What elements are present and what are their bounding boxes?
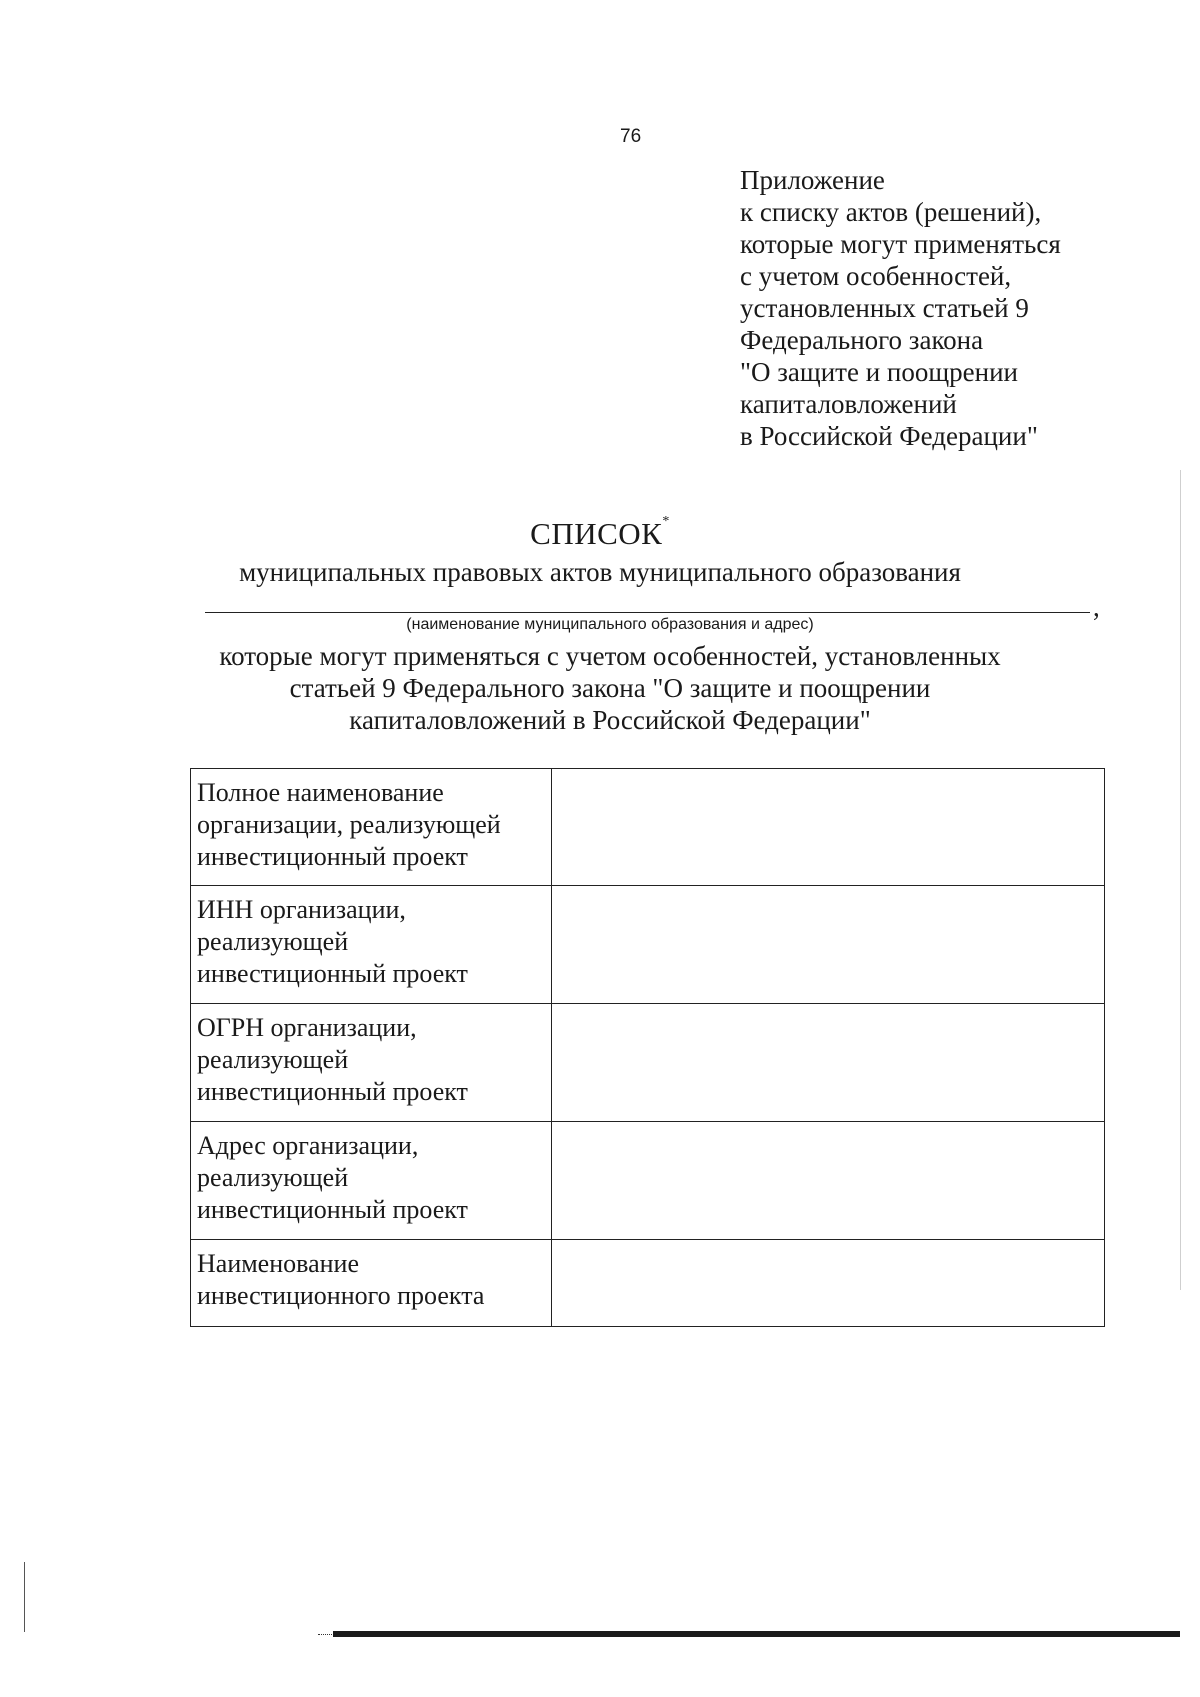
fill-line-caption: (наименование муниципального образования и адрес) [406, 616, 814, 633]
statement-line: капиталовложений в Российской Федерации" [349, 705, 871, 735]
list-title-text: СПИСОК [530, 516, 663, 551]
label-line: инвестиционный проект [197, 842, 468, 871]
row-label-address [191, 1122, 552, 1240]
footnote-mark: * [662, 514, 670, 529]
label-line: инвестиционного проекта [197, 1281, 485, 1310]
label-line: Адрес организации, [197, 1131, 419, 1160]
row-label-inn [191, 886, 552, 1004]
footer-rule [333, 1631, 1180, 1637]
label-line: Наименование [197, 1249, 359, 1278]
appendix-line: "О защите и поощрении [740, 357, 1018, 387]
label-line: инвестиционный проект [197, 959, 468, 988]
table-row [191, 769, 1105, 886]
statement-line: статьей 9 Федерального закона "О защите и поощрении [289, 673, 931, 703]
appendix-line: Федерального закона [740, 325, 984, 355]
table-row [191, 1240, 1105, 1327]
label-line: реализующей [197, 1045, 349, 1074]
label-line: инвестиционный проект [197, 1195, 468, 1224]
appendix-line: Приложение [740, 165, 885, 195]
organization-info-table [190, 768, 1105, 1327]
list-statement [0, 640, 1200, 736]
label-line: реализующей [197, 927, 349, 956]
list-title [0, 516, 1200, 552]
table-row [191, 1122, 1105, 1240]
label-line: Полное наименование [197, 778, 444, 807]
appendix-line: капиталовложений [740, 389, 957, 419]
appendix-line: к списку актов (решений), [740, 197, 1042, 227]
appendix-line: с учетом особенностей, [740, 261, 1012, 291]
table-row [191, 886, 1105, 1004]
fill-in-line[interactable] [205, 612, 1090, 613]
value-cell-project-name[interactable] [552, 1240, 1105, 1327]
label-line: организации, реализующей [197, 810, 501, 839]
list-subtitle: муниципальных правовых актов муниципального образования [239, 557, 961, 587]
label-line: реализующей [197, 1163, 349, 1192]
appendix-line: в Российской Федерации" [740, 421, 1038, 451]
value-cell-ogrn[interactable] [552, 1004, 1105, 1122]
appendix-block [740, 164, 1160, 452]
value-cell-address[interactable] [552, 1122, 1105, 1240]
scan-edge-line [1180, 470, 1181, 1290]
row-label-project-name [191, 1240, 552, 1327]
row-label-ogrn [191, 1004, 552, 1122]
value-cell-inn[interactable] [552, 886, 1105, 1004]
label-line: ОГРН организации, [197, 1013, 417, 1042]
fill-line-comma: , [1093, 592, 1100, 622]
appendix-line: которые могут применяться [740, 229, 1061, 259]
appendix-line: установленных статьей 9 [740, 293, 1029, 323]
row-label-full-name [191, 769, 552, 886]
table-row [191, 1004, 1105, 1122]
page-number: 76 [620, 126, 642, 147]
label-line: инвестиционный проект [197, 1077, 468, 1106]
scan-margin-line [24, 1562, 25, 1632]
value-cell-full-name[interactable] [552, 769, 1105, 886]
label-line: ИНН организации, [197, 895, 406, 924]
statement-line: которые могут применяться с учетом особенностей, установленных [219, 641, 1001, 671]
